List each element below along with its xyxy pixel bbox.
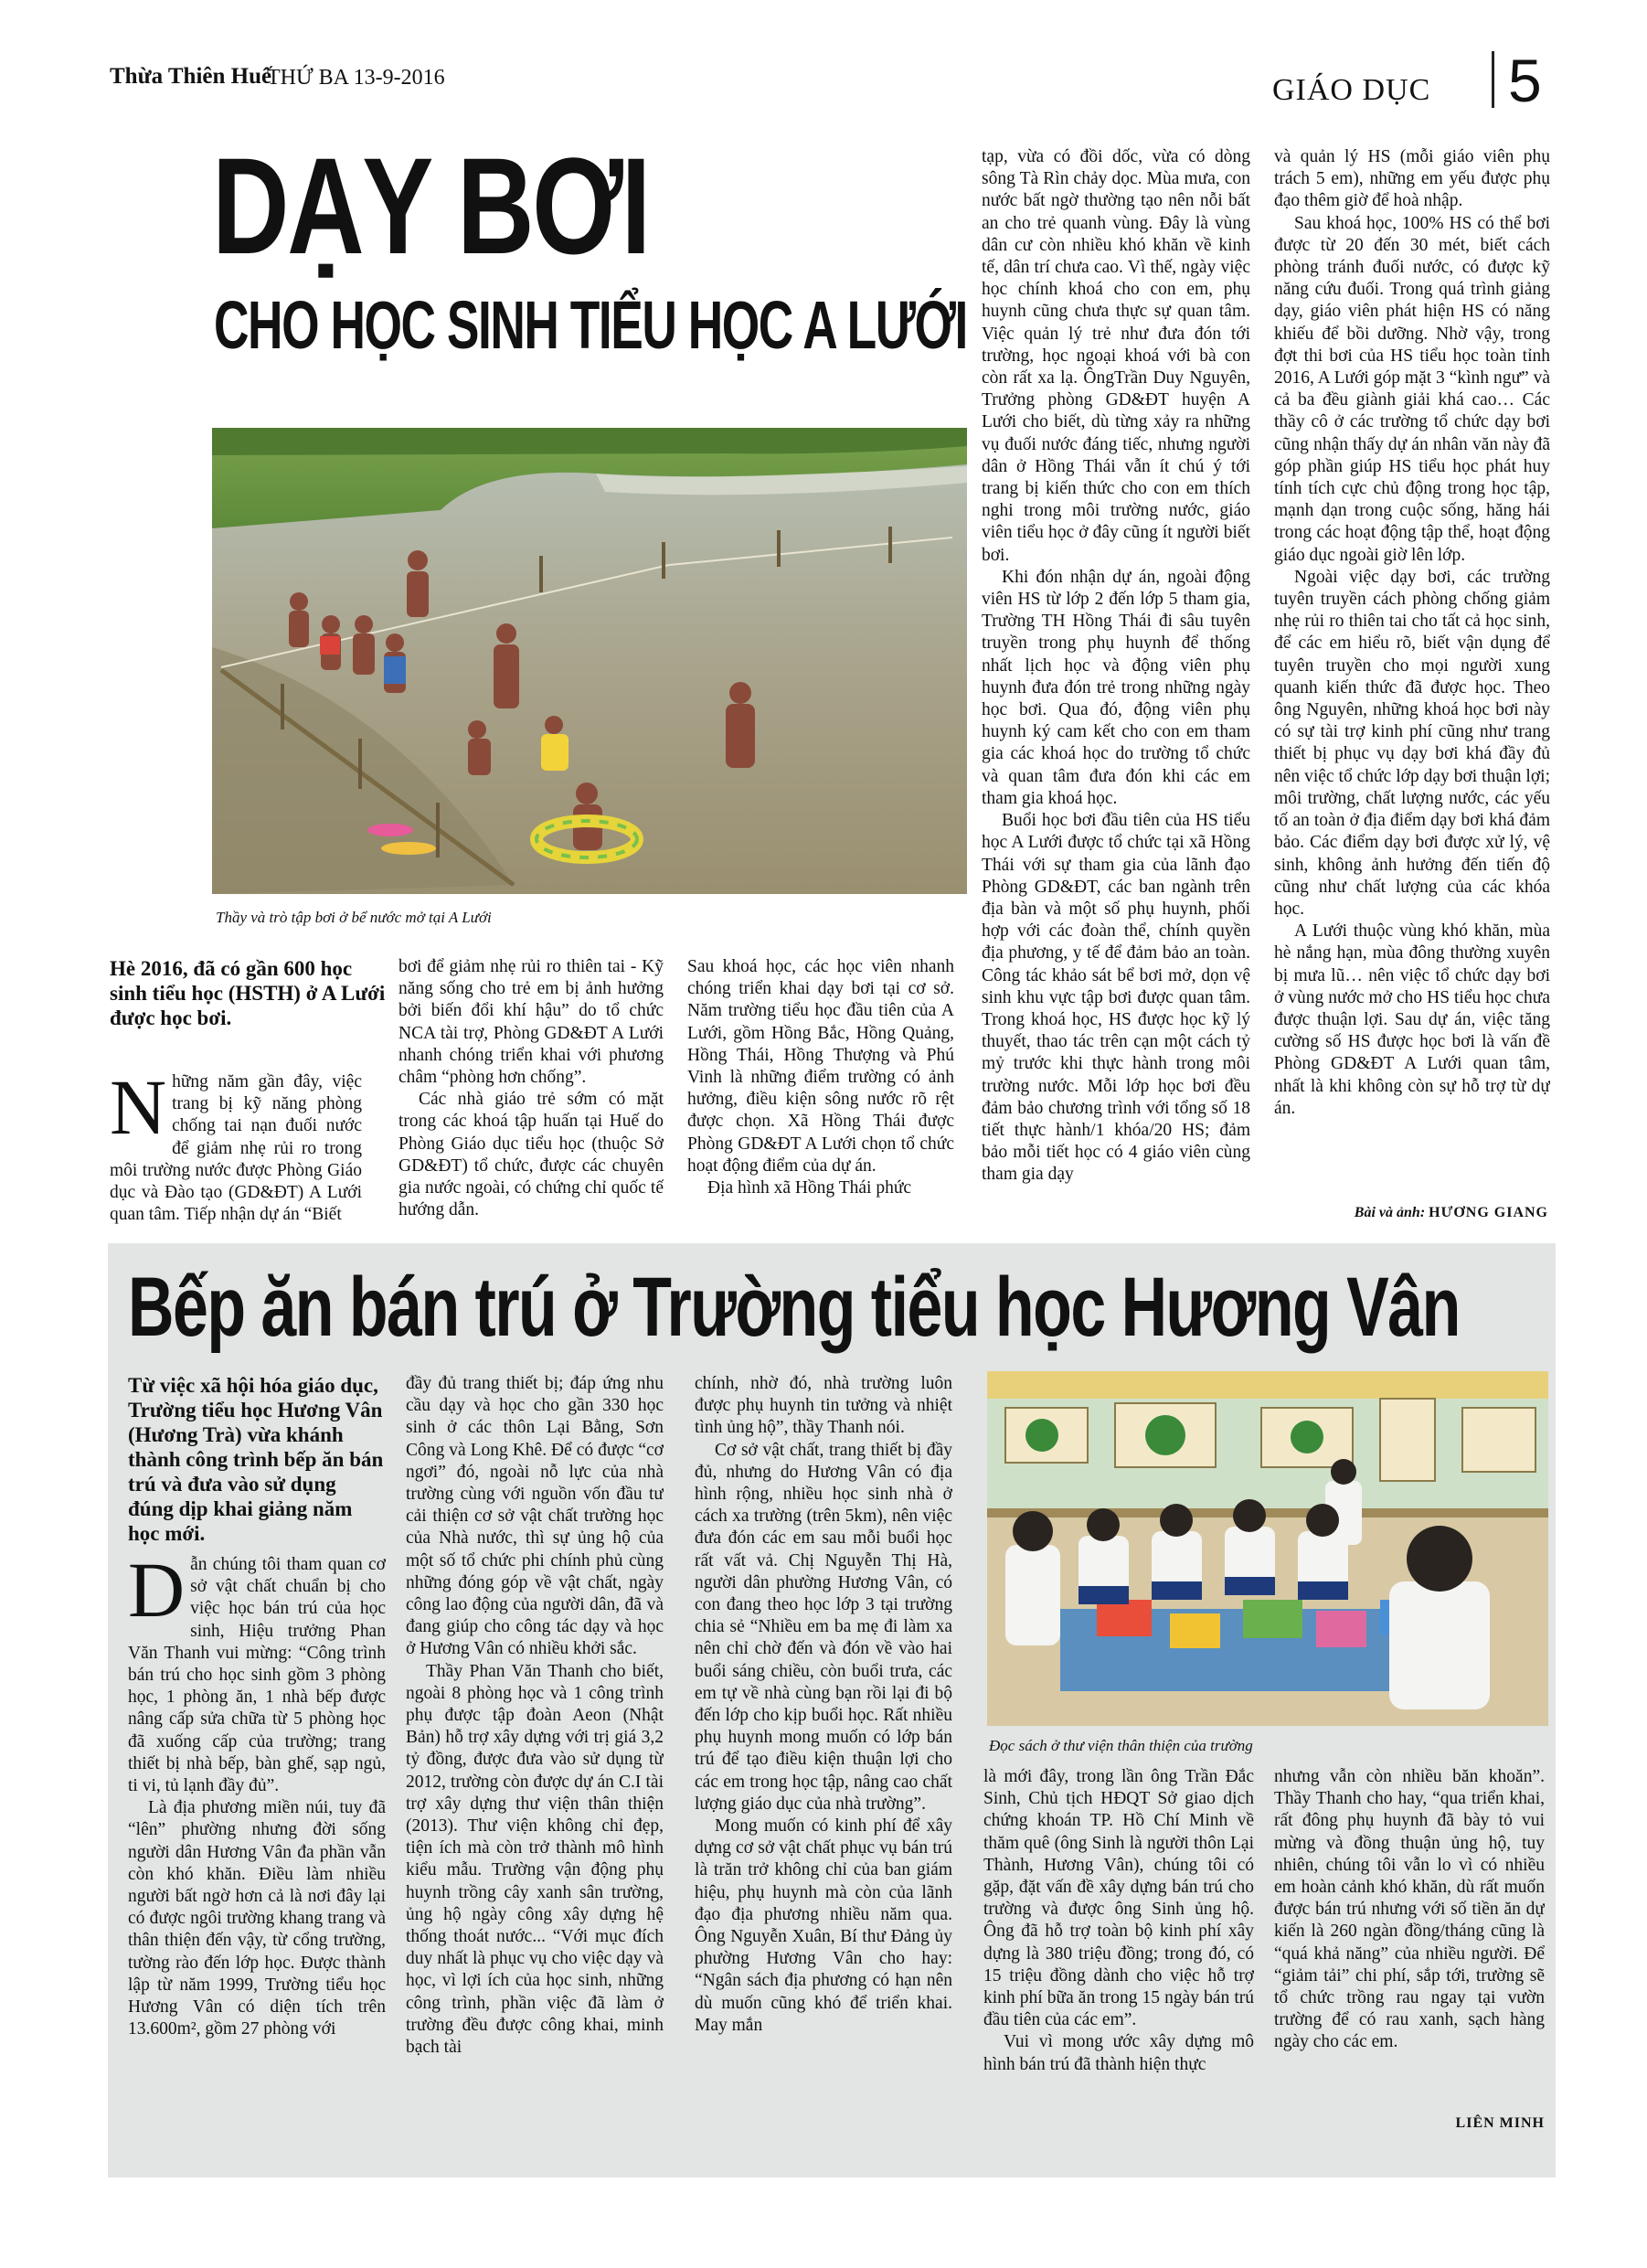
article1-paragraph: Sau khoá học, 100% HS có thể bơi được từ 20 đến 30 mét, biết cách phòng tránh đuối nước, có được kỹ năng cứu đuối. Trong quá trình giảng dạy, giáo viên phát hiện HS có năng khiếu để bồi dưỡng. Nhờ vậy, trong đợt thi bơi của HS tiểu học toàn tỉnh 2016, A Lưới góp mặt 3 “kình ngư” và cả ba đều giành giải khá cao… Các thầy cô ở các trường tổ chức dạy bơi cũng nhận thấy dự án nhân văn này đã góp phần giúp HS tiểu học phát huy tính tích cực chủ động trong học tập, mạnh dạn trong cuộc sống, hăng hái trong các hoạt động tập thể, hoạt động giáo dục ngoài giờ lên lớp. bbox=[1274, 213, 1550, 565]
page-number: 5 bbox=[1508, 47, 1542, 114]
article2-paragraph: Vui vì mong ước xây dựng mô hình bán trú đã thành hiện thực bbox=[983, 2032, 1254, 2074]
article1-paragraph: Sau khoá học, các học viên nhanh chóng triển khai dạy bơi tại cơ sở. Năm trường tiểu học đầu tiên của A Lưới, gồm Hồng Bắc, Hồng Quảng, Hồng Thái, Hồng Thượng và Phú Vinh là những điểm trường có ảnh hưởng, điều kiện sông nước rõ rệt được chọn. Xã Hồng Thái được Phòng GD&ĐT A Lưới chọn tổ chức hoạt động điểm của dự án. bbox=[687, 957, 954, 1176]
article1-column-4 bbox=[982, 146, 1250, 1227]
article1-paragraph: A Lưới thuộc vùng khó khăn, mùa hè nắng hạn, mùa đông thường xuyên bị mưa lũ… nên việc tổ chức dạy bơi ở vùng nước mở cho HS tiểu học chưa được thuận lợi. Sau dự án, việc tăng cường số HS được học bơi là vấn đề Phòng GD&ĐT A Lưới quan tâm, nhất là khi không còn sự hỗ trợ từ dự án. bbox=[1274, 921, 1550, 1118]
paper-name: Thừa Thiên Huế bbox=[110, 64, 272, 89]
article2-paragraph: Mong muốn có kinh phí để xây dựng cơ sở vật chất phục vụ bán trú là trăn trở không chỉ của ban giám hiệu, phụ huynh mà còn của lãnh đạo địa phương nhiều năm qua. Ông Nguyễn Xuân, Bí thư Đảng ủy phường Hương Vân cho hay: “Ngân sách địa phương có hạn nên dù muốn cũng khó để triển khai. May mắn bbox=[695, 1816, 952, 2035]
article2-lead: Từ việc xã hội hóa giáo dục, Trường tiểu học Hương Vân (Hương Trà) vừa khánh thành công trình bếp ăn bán trú và đưa vào sử dụng đúng dịp khai giảng năm học mới. bbox=[128, 1374, 384, 1545]
article2-paragraph: đầy đủ trang thiết bị; đáp ứng nhu cầu dạy và học cho gần 330 học sinh ở các thôn Lại Bằng, Sơn Công và Long Khê. Để có được “cơ ngơi” đó, ngoài nỗ lực của nhà trường cùng với nguồn vốn đầu tư cải thiện cơ sở vật chất trường học của Nhà nước, thì sự ủng hộ của một số tổ chức phi chính phủ cùng những đóng góp về vật chất, ngày công lao động của người dân, đã và đang giúp cho công tác dạy và học ở Hương Vân có nhiều khởi sắc. bbox=[406, 1374, 664, 1659]
article1-paragraph: Địa hình xã Hồng Thái phức bbox=[707, 1178, 912, 1198]
article1-column-3 bbox=[687, 956, 954, 1227]
section-name: GIÁO DỤC bbox=[1272, 73, 1431, 107]
article1-column-5 bbox=[1274, 146, 1550, 1198]
article1-column-2 bbox=[398, 956, 664, 1227]
article2-author: LIÊN MINH bbox=[1455, 2115, 1545, 2131]
article2-paragraph: Cơ sở vật chất, trang thiết bị đầy đủ, nhưng do Hương Vân có địa hình rộng, nhiều học sinh nhà ở cách xa trường (trên 5km), nên việc đưa đón các em sau mỗi buổi học rất vất vả. Chị Nguyễn Thị Hà, người dân phường Hương Vân, có con đang theo học lớp 3 tại trường chia sẻ “Nhiều em ba mẹ đi làm xa nên chỉ chờ đến và đón về vào hai buổi sáng chiều, còn buổi trưa, các em tự về nhà cùng bạn rồi lại đi bộ đến lớp cho kịp buổi học. Rất nhiều phụ huynh mong muốn có lớp bán trú để tạo điều kiện thuận lợi cho các em trong học tập, nâng cao chất lượng giáo dục của nhà trường”. bbox=[695, 1440, 952, 1814]
article2-column-4 bbox=[983, 1766, 1254, 2141]
issue-date: THỨ BA 13-9-2016 bbox=[267, 66, 445, 90]
article2-paragraph: nhưng vẫn còn nhiều băn khoăn”. Thầy Thanh cho hay, “qua triển khai, rất đông phụ huynh đã bày tỏ vui mừng và đồng thuận ủng hộ, tuy nhiên, chúng tôi vẫn lo vì có nhiều em hoàn cảnh khó khăn, dù rất muốn được bán trú nhưng với số tiền ăn dự kiến là 260 ngàn đồng/tháng cũng là “quá khả năng” của nhiều người. Để “giảm tải” chi phí, sắp tới, trường sẽ tổ chức trồng rau ngay tại vườn trường để có rau xanh, sạch hàng ngày cho các em. bbox=[1274, 1767, 1545, 2052]
article1-paragraph: Buổi học bơi đầu tiên của HS tiểu học A Lưới được tổ chức tại xã Hồng Thái với sự tham gia của lãnh đạo Phòng GD&ĐT, các ban ngành trên địa bàn và một số phụ huynh, phối hợp với các đoàn thể, chính quyền địa phương, y tế để đảm bảo an toàn. Công tác khảo sát bể bơi mở, dọn vệ sinh khu vực tập bơi được quan tâm. Trong khoá học, HS được học kỹ lý thuyết, thao tác trên cạn một cách tỷ mỷ trước khi thực hành trong môi trường nước. Mỗi lớp học bơi đều đảm bảo chương trình với tổng số 18 tiết thực hành/1 khóa/20 HS; đảm bảo mỗi tiết học có 4 giáo viên cùng tham gia dạy bbox=[982, 811, 1250, 1185]
swimming-photo bbox=[212, 428, 967, 894]
article1-paragraph: hững năm gần đây, việc trang bị kỹ năng phòng chống tai nạn đuối nước để giảm nhẹ rủi ro trong môi trường nước được Phòng Giáo dục và Đào tạo (GD&ĐT) A Lưới quan tâm. Tiếp nhận dự án “Biết bbox=[110, 1072, 362, 1225]
article2-paragraph: ẫn chúng tôi tham quan cơ sở vật chất chuẩn bị cho việc học bán trú của học sinh, Hiệu trưởng Phan Văn Thanh vui mừng: “Công trình bán trú cho học sinh gồm 3 phòng học, 1 phòng ăn, 1 nhà bếp được nâng cấp sửa chữa từ 5 phòng học đã xuống cấp của trường; trang thiết bị nhà bếp, bàn ghế, sạp ngủ, ti vi, tủ lạnh đầy đủ”. bbox=[128, 1555, 386, 1796]
article2-photo-caption: Đọc sách ở thư viện thân thiện của trường bbox=[989, 1737, 1253, 1754]
article2-column-2 bbox=[406, 1373, 664, 2141]
article1-title-main: DẠY BƠI bbox=[212, 129, 649, 282]
article1-title-sub: CHO HỌC SINH TIỂU HỌC A LƯỚI bbox=[214, 287, 967, 363]
article1-lead: Hè 2016, đã có gần 600 học sinh tiểu học (HSTH) ở A Lưới được học bơi. bbox=[110, 957, 386, 1029]
article1-photo-caption: Thầy và trò tập bơi ở bể nước mở tại A Lưới bbox=[216, 909, 492, 926]
article2-column-1 bbox=[128, 1554, 386, 2139]
article1-paragraph: Các nhà giáo trẻ sớm có mặt trong các khoá tập huấn tại Huế do Phòng Giáo dục tiểu học (thuộc Sở GD&ĐT) tổ chức, được các chuyên gia nước ngoài, có chứng chỉ quốc tế hướng dẫn. bbox=[398, 1090, 664, 1220]
article1-paragraph: bơi để giảm nhẹ rủi ro thiên tai - Kỹ năng sống cho trẻ em bị ảnh hưởng bởi biến đổi khí hậu” do tổ chức NCA tài trợ, Phòng GD&ĐT A Lưới nhanh chóng triển khai với phương châm “phòng hơn chống”. bbox=[398, 957, 664, 1088]
article2-paragraph: chính, nhờ đó, nhà trường luôn được phụ huynh tin tưởng và nhiệt tình ủng hộ”, thầy Thanh nói. bbox=[695, 1374, 952, 1438]
library-photo bbox=[987, 1371, 1548, 1726]
byline-prefix: Bài và ảnh: bbox=[1354, 1205, 1426, 1220]
article2-paragraph: Là địa phương miền núi, tuy đã “lên” phường nhưng đời sống người dân Hương Vân đa phần vẫn còn khó khăn. Điều làm nhiều người bất ngờ hơn cả là nơi đây lại có được ngôi trường khang trang và thân thiện đến vậy, từ cổng trường, tường rào đến lớp học. Được thành lập từ năm 1999, Trường tiểu học Hương Vân có diện tích trên 13.600m², gồm 27 phòng với bbox=[128, 1798, 386, 2039]
article2-title: Bếp ăn bán trú ở Trường tiểu học Hương Vân bbox=[128, 1261, 1460, 1354]
article1-paragraph: tạp, vừa có đồi dốc, vừa có dòng sông Tà Rìn chảy dọc. Mùa mưa, con nước bất ngờ thường tạo nên nỗi bất an cho trẻ quanh vùng. Đây là vùng dân cư còn nhiều khó khăn về kinh tế, dân trí chưa cao. Vì thế, ngày việc học chính khoá cho con em, phụ huynh cũng chưa thực sự quan tâm. Việc quản lý trẻ như đưa đón tới trường, học ngoại khoá với bà con còn rất xa lạ. ÔngTrần Duy Nguyên, Trưởng phòng GD&ĐT huyện A Lưới cho biết, dù từng xảy ra những vụ đuối nước đáng tiếc, nhưng người dân ở Hồng Thái vẫn ít chú ý tới trang bị kiến thức cho con em thích nghi trong môi trường nước, giáo viên tiểu học ở đây cũng ít người biết bơi. bbox=[982, 147, 1250, 565]
article1-paragraph: và quản lý HS (mỗi giáo viên phụ trách 5 em), những em yếu được phụ đạo thêm giờ để hoà nhập. bbox=[1274, 147, 1550, 211]
article2-dropcap: D bbox=[128, 1554, 186, 1634]
header-divider bbox=[1492, 51, 1494, 108]
article1-column-1 bbox=[110, 1071, 362, 1227]
article2-column-5 bbox=[1274, 1766, 1545, 2114]
article2-column-3 bbox=[695, 1373, 952, 2141]
byline-author: HƯƠNG GIANG bbox=[1429, 1205, 1548, 1220]
article2-paragraph: Thầy Phan Văn Thanh cho biết, ngoài 8 phòng học và 1 công trình phụ được tập đoàn Aeon (Nhật Bản) hỗ trợ xây dựng với trị giá 3,2 tỷ đồng, được đưa vào sử dụng từ 2012, trường còn được dự án C.I tài trợ xây dựng thư viện thân thiện (2013). Thư viện không chỉ đẹp, tiện ích mà còn trở thành mô hình kiểu mẫu. Trường vận động phụ huynh trồng cây xanh sân trường, ủng hộ ngày công xây dựng hệ thống thoát nước... “Với mục đích duy nhất là phục vụ cho việc dạy và học, vì lợi ích của học sinh, những công trình, phần việc đã làm ở trường đều được công khai, minh bạch tài bbox=[406, 1661, 664, 2058]
article1-paragraph: Ngoài việc dạy bơi, các trường tuyên truyền cách phòng chống giảm nhẹ rủi ro thiên tai cho tất cả học sinh, để các em hiểu rõ, biết vận dụng để tuyên truyền cho mọi người xung quanh kiến thức đã được học. Theo ông Nguyên, những khoá học bơi này có sự tài trợ kinh phí cũng như trang thiết bị phục vụ dạy bơi khá đầy đủ nên việc tổ chức lớp dạy bơi thuận lợi; môi trường, chất lượng nước, các yếu tố an toàn ở địa điểm dạy bơi khá đảm bảo. Các điểm dạy bơi được xử lý, vệ sinh, không ảnh hưởng đến tiến độ cũng như chất lượng của các khóa học. bbox=[1274, 567, 1550, 919]
article1-dropcap: N bbox=[110, 1071, 167, 1151]
article1-paragraph: Khi đón nhận dự án, ngoài động viên HS từ lớp 2 đến lớp 5 tham gia, Trường TH Hồng Thái đi sâu tuyên truyền trong phụ huynh để thống nhất lịch học và động viên phụ huynh đưa đón trẻ trong những ngày học bơi. Qua đó, động viên phụ huynh ký cam kết cho con em tham gia các khoá học do trường tổ chức và quan tâm đưa đón khi các em tham gia khoá học. bbox=[982, 567, 1250, 808]
article2-paragraph: là mới đây, trong lần ông Trần Đắc Sinh, Chủ tịch HĐQT Sở giao dịch chứng khoán TP. Hồ Chí Minh về thăm quê (ông Sinh là người thôn Lại Thành, Hương Vân), chúng tôi có gặp, đặt vấn đề xây dựng bán trú cho trường và được ông Sinh ủng hộ. Ông đã hỗ trợ toàn bộ kinh phí xây dựng là 380 triệu đồng; trong đó, có 15 triệu đồng dành cho việc hỗ trợ kinh phí bữa ăn trong 15 ngày bán trú đầu tiên của các em”. bbox=[983, 1767, 1254, 2030]
article1-byline bbox=[1274, 1205, 1548, 1221]
